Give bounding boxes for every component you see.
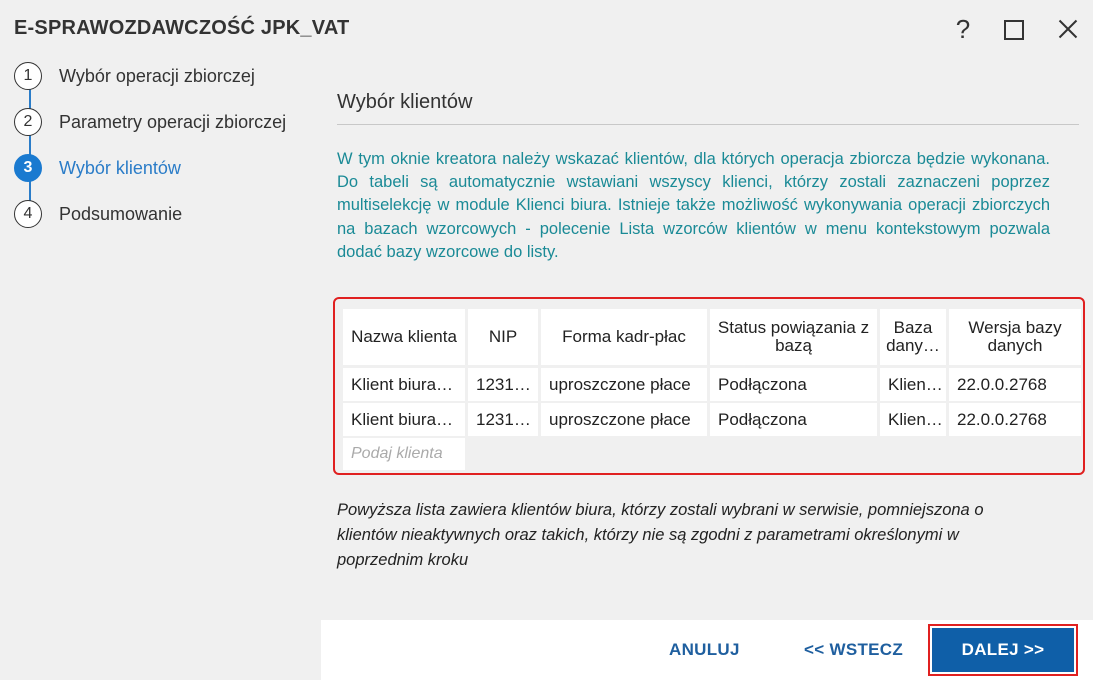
add-client-input[interactable]: Podaj klienta xyxy=(343,438,465,470)
close-icon[interactable] xyxy=(1050,12,1084,46)
cell-nip[interactable]: 1231… xyxy=(468,368,538,401)
cell-db-version[interactable]: 22.0.0.2768 xyxy=(949,403,1081,436)
title-bar xyxy=(0,0,1093,58)
cell-nip[interactable]: 1231… xyxy=(468,403,538,436)
step-number: 1 xyxy=(14,62,42,90)
step-number: 4 xyxy=(14,200,42,228)
cell-payroll-form[interactable]: uproszczone płace xyxy=(541,368,707,401)
next-button-highlight xyxy=(928,624,1078,676)
step-label: Wybór klientów xyxy=(59,158,181,178)
column-header-db-version[interactable]: Wersja bazy danych xyxy=(949,309,1081,365)
column-header-name[interactable]: Nazwa klienta xyxy=(343,309,465,365)
cancel-button[interactable]: ANULUJ xyxy=(669,640,740,659)
cell-link-status[interactable]: Podłączona xyxy=(710,403,877,436)
column-header-database[interactable]: Baza dany… xyxy=(880,309,946,365)
step-label: Wybór operacji zbiorczej xyxy=(59,66,255,86)
cell-link-status[interactable]: Podłączona xyxy=(710,368,877,401)
help-button[interactable]: ? xyxy=(955,14,971,44)
step-number: 3 xyxy=(14,154,42,182)
footer-bar xyxy=(321,620,1093,680)
section-title: Wybór klientów xyxy=(337,91,473,113)
column-header-link-status[interactable]: Status powiązania z bazą xyxy=(710,309,877,365)
maximize-icon[interactable] xyxy=(996,12,1030,46)
back-button[interactable]: << WSTECZ xyxy=(804,640,904,659)
step-label: Parametry operacji zbiorczej xyxy=(59,112,287,132)
cell-client-name[interactable]: Klient biura… xyxy=(343,403,465,436)
main-content xyxy=(321,58,1093,620)
cell-client-name[interactable]: Klient biura… xyxy=(343,368,465,401)
cell-payroll-form[interactable]: uproszczone płace xyxy=(541,403,707,436)
cell-database[interactable]: Klien… xyxy=(880,403,946,436)
column-header-payroll-form[interactable]: Forma kadr-płac xyxy=(541,309,707,365)
wizard-steps-sidebar xyxy=(0,58,321,680)
window-title: E-SPRAWOZDAWCZOŚĆ JPK_VAT xyxy=(14,17,350,39)
note-text: Powyższa lista zawiera klientów biura, którzy zostali wybrani w serwisie, pomniejszona o klientów nieaktywnych oraz takich, którzy nie są zgodni z parametrami określonymi w poprzednim kroku xyxy=(337,501,984,569)
step-label: Podsumowanie xyxy=(59,204,183,224)
cell-db-version[interactable]: 22.0.0.2768 xyxy=(949,368,1081,401)
clients-table-frame xyxy=(333,297,1085,475)
column-header-nip[interactable]: NIP xyxy=(468,309,538,365)
info-text: W tym oknie kreatora należy wskazać klientów, dla których operacja zbiorcza będzie wykonana. Do tabeli są automatycznie wstawiani wszyscy klienci, którzy zostali zaznaczeni poprzez multiselekcję w module Klienci biura. Istnieje także możliwość wykonywania operacji zbiorczych na bazach wzorcowych - polecenie Lista wzorców klientów w menu kontekstowym pozwala dodać bazy wzorcowe do listy. xyxy=(337,150,1050,261)
next-button[interactable]: DALEJ >> xyxy=(932,628,1074,672)
cell-database[interactable]: Klien… xyxy=(880,368,946,401)
divider xyxy=(337,124,1079,125)
step-number: 2 xyxy=(14,108,42,136)
